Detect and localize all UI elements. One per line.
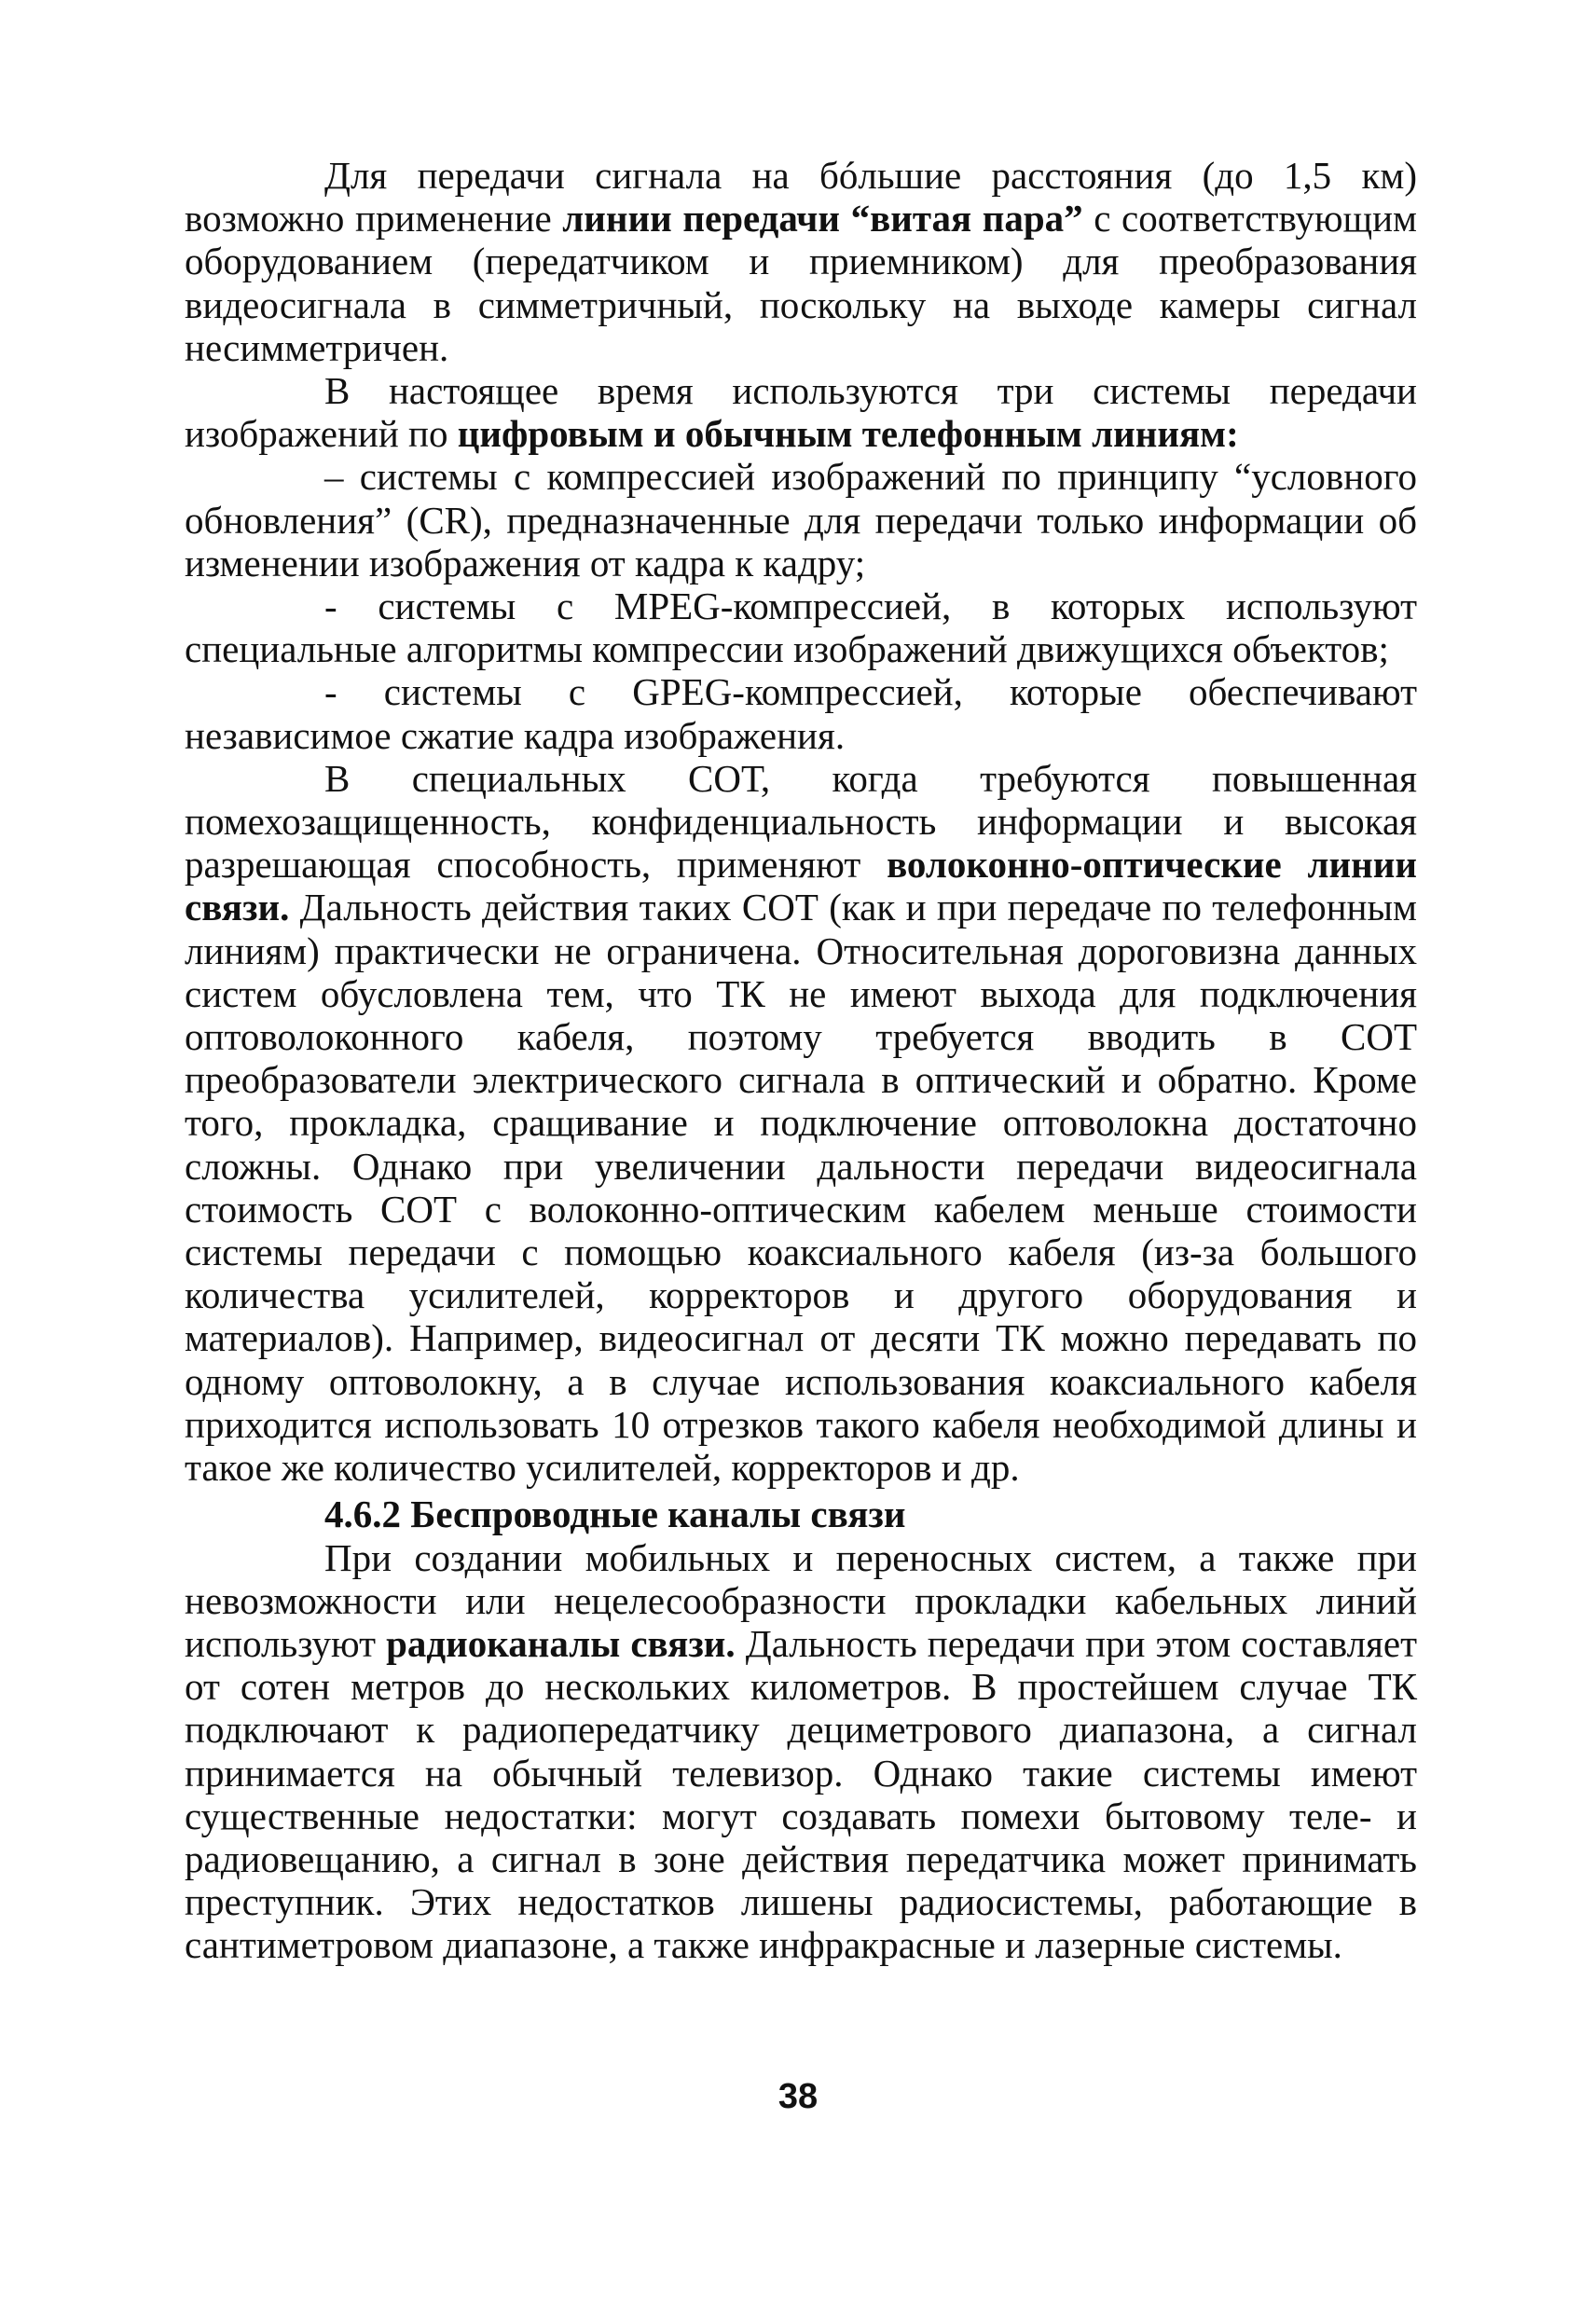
list-item-text: – системы с компрессией изображений по принципу “условного обновления” (CR), предназначенные для передачи только информации об изменении изображения от кадра к кадру;: [185, 455, 1417, 585]
paragraph: [185, 154, 1417, 369]
paragraph-text: При создании мобильных и переносных систем, а также при невозможности или нецелесообразности прокладки кабельных линий используют: [185, 1535, 1417, 1665]
paragraph: [185, 369, 1417, 455]
paragraph: [185, 1536, 1417, 1967]
list-item-text: - системы с GPEG-компрессией, которые обеспечивают независимое сжатие кадра изображения.: [185, 670, 1417, 757]
list-item: [185, 585, 1417, 670]
paragraph-text: с соответствующим оборудованием (передатчиком и приемником) для преобразования видеосигнала в симметричный, поскольку на выходе камеры сигнал несимметричен.: [185, 197, 1417, 369]
list-item: [185, 455, 1417, 585]
body-text: [185, 154, 1417, 1967]
list-item: [185, 670, 1417, 756]
section-heading: 4.6.2 Беспроводные каналы связи: [324, 1493, 906, 1536]
paragraph-text: В настоящее время используются три системы передачи изображений по: [185, 369, 1417, 456]
page-number: 38: [777, 2077, 819, 2116]
list-item-text: - системы с MPEG-компрессией, в которых используют специальные алгоритмы компрессии изображений движущихся объектов;: [185, 585, 1417, 671]
bold-term: линии передачи “витая пара”: [562, 197, 1083, 241]
paragraph-text: Дальность передачи при этом составляет от сотен метров до нескольких километров. В простейшем случае ТК подключают к радиопередатчику дециметрового диапазона, а сигнал принимается на обычный телевизор. Однако такие системы имеют существенные недостатки: могут создавать помехи бытовому теле- и радиовещанию, а сигнал в зоне действия передатчика может принимать преступник. Этих недостатков лишены радиосистемы, работающие в сантиметровом диапазоне, а также инфракрасные и лазерные системы.: [185, 1621, 1418, 1967]
bold-term: волоконно-оптические линии связи.: [185, 843, 1417, 929]
paragraph-text: Для передачи сигнала на бóльшие расстояния (до 1,5 км) возможно применение: [185, 154, 1417, 241]
paragraph-text: Дальность действия таких СОТ (как и при передаче по телефонным линиям) практически не ограничена. Относительная дороговизна данных систем обусловлена тем, что ТК не имеют выхода для подключения оптоволоконного кабеля, поэтому требуется вводить в СОТ преобразователи электрического сигнала в оптический и обратно. Кроме того, прокладка, сращивание и подключение оптоволокна достаточно сложны. Однако при увеличении дальности передачи видеосигнала стоимость СОТ с волоконно-оптическим кабелем меньше стоимости системы передачи с помощью коаксиального кабеля (из-за большого количества усилителей, корректоров и другого оборудования и материалов). Например, видеосигнал от десяти ТК можно передавать по одному оптоволокну, а в случае использования коаксиального кабеля приходится использовать 10 отрезков такого кабеля необходимой длины и такое же количество усилителей, корректоров и др.: [185, 886, 1417, 1490]
bold-term: цифровым и обычным телефонным линиям:: [457, 412, 1239, 456]
bold-term: радиоканалы связи.: [386, 1621, 736, 1665]
paragraph-text: В специальных СОТ, когда требуются повышенная помехозащищенность, конфиденциальность информации и высокая разрешающая способность, применяют: [185, 756, 1417, 887]
paragraph: [185, 757, 1417, 1489]
